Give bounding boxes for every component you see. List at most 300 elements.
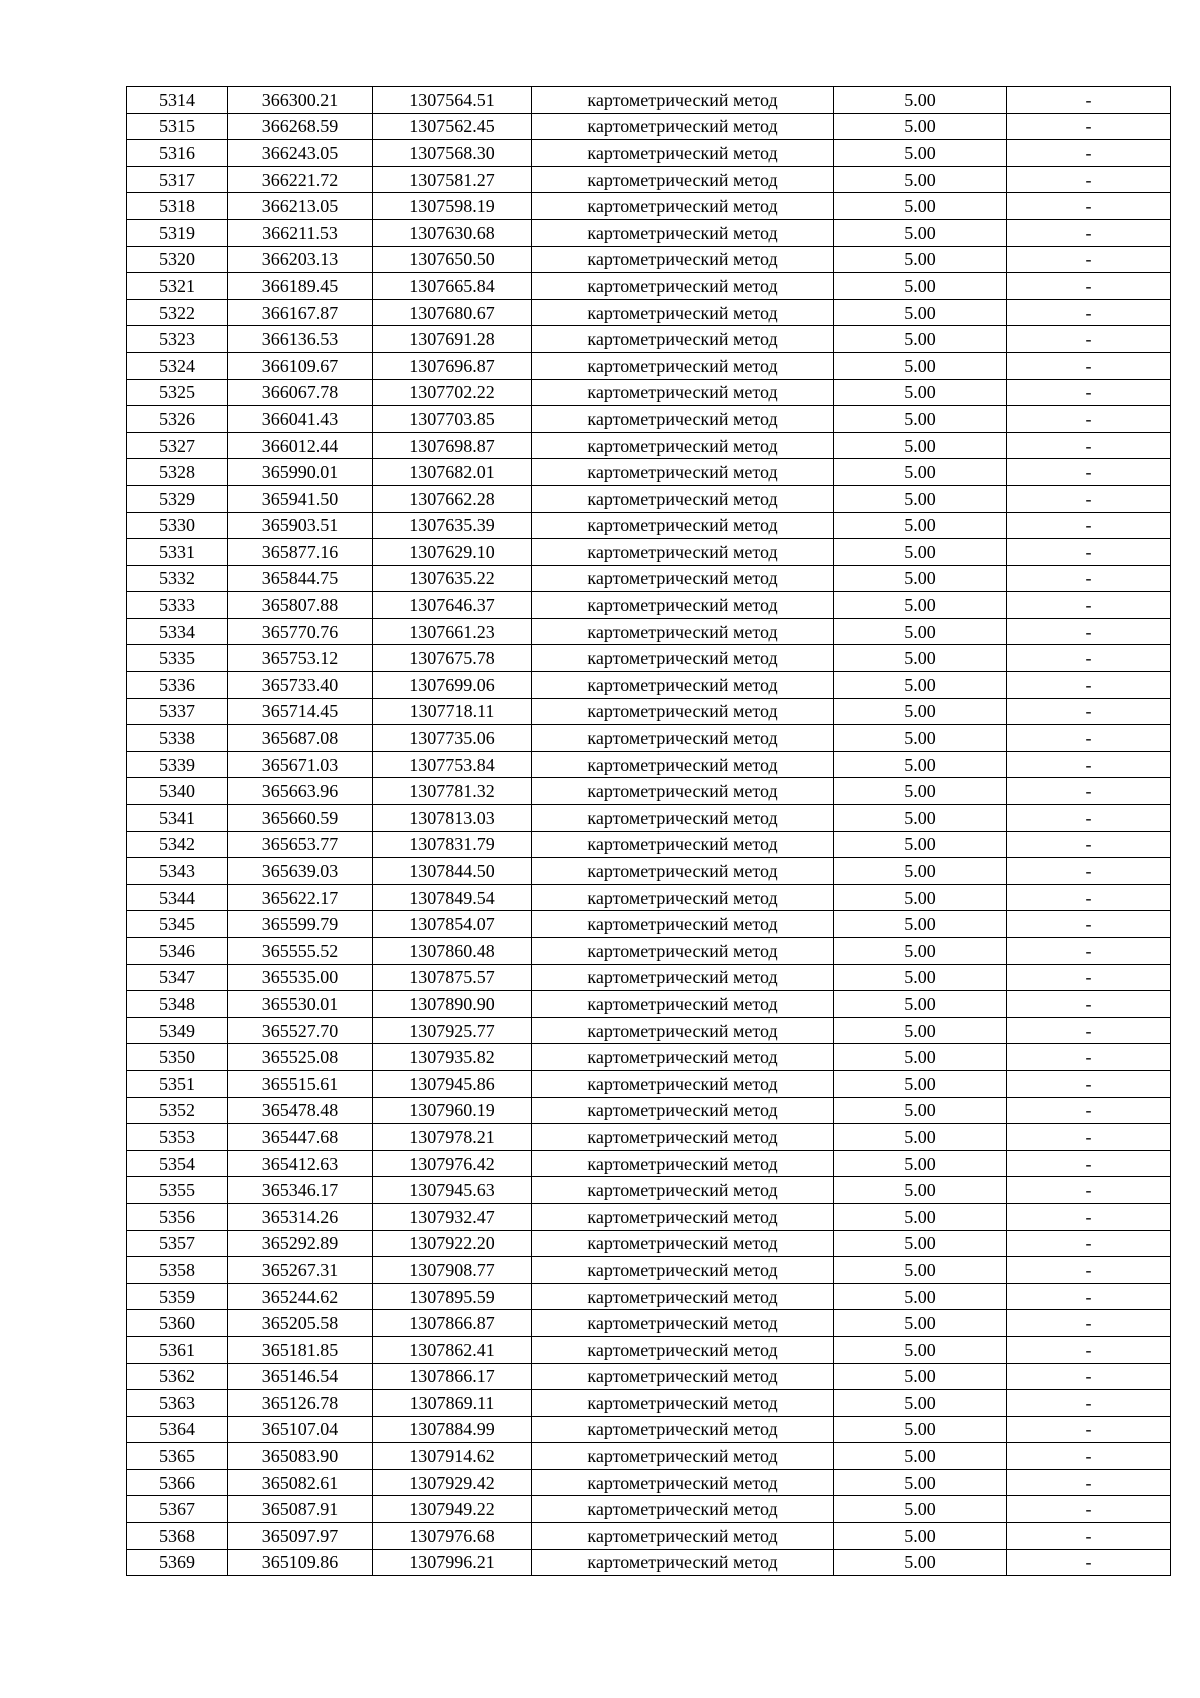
table-row [127,406,1171,433]
note-cell: - [1007,326,1171,353]
method-cell: картометрический метод [532,1177,834,1204]
table-row [127,725,1171,752]
accuracy-cell: 5.00 [834,618,1007,645]
point-number-cell: 5344 [127,884,228,911]
note-cell: - [1007,539,1171,566]
table-row [127,1124,1171,1151]
point-number-cell: 5343 [127,858,228,885]
accuracy-cell: 5.00 [834,991,1007,1018]
accuracy-cell: 5.00 [834,1044,1007,1071]
x-coordinate-cell: 365267.31 [228,1257,373,1284]
note-cell: - [1007,805,1171,832]
table-row [127,485,1171,512]
method-cell: картометрический метод [532,1523,834,1550]
accuracy-cell: 5.00 [834,1443,1007,1470]
x-coordinate-cell: 366012.44 [228,432,373,459]
note-cell: - [1007,1363,1171,1390]
table-row [127,273,1171,300]
point-number-cell: 5320 [127,246,228,273]
method-cell: картометрический метод [532,725,834,752]
method-cell: картометрический метод [532,219,834,246]
note-cell: - [1007,884,1171,911]
point-number-cell: 5350 [127,1044,228,1071]
point-number-cell: 5318 [127,193,228,220]
table-row [127,1097,1171,1124]
accuracy-cell: 5.00 [834,1416,1007,1443]
note-cell: - [1007,911,1171,938]
table-row [127,698,1171,725]
method-cell: картометрический метод [532,539,834,566]
method-cell: картометрический метод [532,379,834,406]
accuracy-cell: 5.00 [834,273,1007,300]
point-number-cell: 5329 [127,485,228,512]
y-coordinate-cell: 1307908.77 [373,1257,532,1284]
note-cell: - [1007,1203,1171,1230]
point-number-cell: 5341 [127,805,228,832]
note-cell: - [1007,1416,1171,1443]
method-cell: картометрический метод [532,1124,834,1151]
x-coordinate-cell: 366243.05 [228,140,373,167]
point-number-cell: 5363 [127,1390,228,1417]
method-cell: картометрический метод [532,618,834,645]
note-cell: - [1007,406,1171,433]
x-coordinate-cell: 365412.63 [228,1150,373,1177]
table-row [127,858,1171,885]
accuracy-cell: 5.00 [834,831,1007,858]
point-number-cell: 5317 [127,166,228,193]
method-cell: картометрический метод [532,672,834,699]
accuracy-cell: 5.00 [834,1496,1007,1523]
x-coordinate-cell: 365753.12 [228,645,373,672]
note-cell: - [1007,113,1171,140]
note-cell: - [1007,645,1171,672]
y-coordinate-cell: 1307562.45 [373,113,532,140]
x-coordinate-cell: 365447.68 [228,1124,373,1151]
point-number-cell: 5321 [127,273,228,300]
table-row [127,1336,1171,1363]
y-coordinate-cell: 1307960.19 [373,1097,532,1124]
accuracy-cell: 5.00 [834,1230,1007,1257]
y-coordinate-cell: 1307598.19 [373,193,532,220]
y-coordinate-cell: 1307696.87 [373,352,532,379]
table-row [127,140,1171,167]
table-row [127,831,1171,858]
point-number-cell: 5356 [127,1203,228,1230]
note-cell: - [1007,1310,1171,1337]
y-coordinate-cell: 1307665.84 [373,273,532,300]
note-cell: - [1007,964,1171,991]
method-cell: картометрический метод [532,911,834,938]
x-coordinate-cell: 365663.96 [228,778,373,805]
note-cell: - [1007,352,1171,379]
accuracy-cell: 5.00 [834,379,1007,406]
point-number-cell: 5349 [127,1017,228,1044]
method-cell: картометрический метод [532,778,834,805]
accuracy-cell: 5.00 [834,1523,1007,1550]
note-cell: - [1007,273,1171,300]
x-coordinate-cell: 365530.01 [228,991,373,1018]
table-row [127,1177,1171,1204]
method-cell: картометрический метод [532,1469,834,1496]
accuracy-cell: 5.00 [834,485,1007,512]
table-row [127,1363,1171,1390]
note-cell: - [1007,193,1171,220]
y-coordinate-cell: 1307875.57 [373,964,532,991]
x-coordinate-cell: 365660.59 [228,805,373,832]
y-coordinate-cell: 1307932.47 [373,1203,532,1230]
point-number-cell: 5364 [127,1416,228,1443]
x-coordinate-cell: 365346.17 [228,1177,373,1204]
y-coordinate-cell: 1307976.68 [373,1523,532,1550]
note-cell: - [1007,140,1171,167]
x-coordinate-cell: 365478.48 [228,1097,373,1124]
note-cell: - [1007,485,1171,512]
note-cell: - [1007,166,1171,193]
y-coordinate-cell: 1307949.22 [373,1496,532,1523]
x-coordinate-cell: 365527.70 [228,1017,373,1044]
y-coordinate-cell: 1307996.21 [373,1549,532,1576]
table-row [127,751,1171,778]
point-number-cell: 5358 [127,1257,228,1284]
table-row [127,512,1171,539]
x-coordinate-cell: 366109.67 [228,352,373,379]
coordinates-table [126,86,1171,1576]
y-coordinate-cell: 1307895.59 [373,1283,532,1310]
x-coordinate-cell: 365515.61 [228,1070,373,1097]
accuracy-cell: 5.00 [834,539,1007,566]
method-cell: картометрический метод [532,193,834,220]
y-coordinate-cell: 1307925.77 [373,1017,532,1044]
point-number-cell: 5347 [127,964,228,991]
point-number-cell: 5366 [127,1469,228,1496]
accuracy-cell: 5.00 [834,1017,1007,1044]
point-number-cell: 5361 [127,1336,228,1363]
accuracy-cell: 5.00 [834,246,1007,273]
note-cell: - [1007,831,1171,858]
y-coordinate-cell: 1307650.50 [373,246,532,273]
point-number-cell: 5336 [127,672,228,699]
accuracy-cell: 5.00 [834,778,1007,805]
x-coordinate-cell: 365097.97 [228,1523,373,1550]
method-cell: картометрический метод [532,1390,834,1417]
x-coordinate-cell: 365733.40 [228,672,373,699]
table-row [127,1044,1171,1071]
accuracy-cell: 5.00 [834,592,1007,619]
note-cell: - [1007,725,1171,752]
x-coordinate-cell: 365877.16 [228,539,373,566]
table-body [127,87,1171,1576]
method-cell: картометрический метод [532,166,834,193]
y-coordinate-cell: 1307630.68 [373,219,532,246]
table-row [127,87,1171,114]
y-coordinate-cell: 1307945.86 [373,1070,532,1097]
y-coordinate-cell: 1307564.51 [373,87,532,114]
point-number-cell: 5367 [127,1496,228,1523]
point-number-cell: 5357 [127,1230,228,1257]
accuracy-cell: 5.00 [834,725,1007,752]
table-row [127,1443,1171,1470]
y-coordinate-cell: 1307635.22 [373,565,532,592]
method-cell: картометрический метод [532,406,834,433]
note-cell: - [1007,778,1171,805]
y-coordinate-cell: 1307646.37 [373,592,532,619]
accuracy-cell: 5.00 [834,805,1007,832]
y-coordinate-cell: 1307698.87 [373,432,532,459]
x-coordinate-cell: 365671.03 [228,751,373,778]
y-coordinate-cell: 1307735.06 [373,725,532,752]
note-cell: - [1007,1283,1171,1310]
x-coordinate-cell: 365146.54 [228,1363,373,1390]
method-cell: картометрический метод [532,352,834,379]
point-number-cell: 5333 [127,592,228,619]
y-coordinate-cell: 1307703.85 [373,406,532,433]
accuracy-cell: 5.00 [834,87,1007,114]
x-coordinate-cell: 365109.86 [228,1549,373,1576]
y-coordinate-cell: 1307699.06 [373,672,532,699]
x-coordinate-cell: 365844.75 [228,565,373,592]
accuracy-cell: 5.00 [834,1310,1007,1337]
accuracy-cell: 5.00 [834,1390,1007,1417]
point-number-cell: 5315 [127,113,228,140]
note-cell: - [1007,1017,1171,1044]
x-coordinate-cell: 365525.08 [228,1044,373,1071]
point-number-cell: 5332 [127,565,228,592]
table-row [127,618,1171,645]
x-coordinate-cell: 366213.05 [228,193,373,220]
table-row [127,246,1171,273]
table-row [127,672,1171,699]
accuracy-cell: 5.00 [834,406,1007,433]
accuracy-cell: 5.00 [834,698,1007,725]
y-coordinate-cell: 1307866.17 [373,1363,532,1390]
point-number-cell: 5334 [127,618,228,645]
x-coordinate-cell: 365181.85 [228,1336,373,1363]
point-number-cell: 5348 [127,991,228,1018]
method-cell: картометрический метод [532,1257,834,1284]
x-coordinate-cell: 365082.61 [228,1469,373,1496]
y-coordinate-cell: 1307813.03 [373,805,532,832]
accuracy-cell: 5.00 [834,964,1007,991]
accuracy-cell: 5.00 [834,645,1007,672]
y-coordinate-cell: 1307691.28 [373,326,532,353]
y-coordinate-cell: 1307702.22 [373,379,532,406]
y-coordinate-cell: 1307929.42 [373,1469,532,1496]
table-row [127,565,1171,592]
point-number-cell: 5325 [127,379,228,406]
y-coordinate-cell: 1307890.90 [373,991,532,1018]
table-row [127,193,1171,220]
note-cell: - [1007,299,1171,326]
y-coordinate-cell: 1307854.07 [373,911,532,938]
x-coordinate-cell: 366189.45 [228,273,373,300]
point-number-cell: 5319 [127,219,228,246]
table-row [127,1310,1171,1337]
note-cell: - [1007,858,1171,885]
accuracy-cell: 5.00 [834,1150,1007,1177]
y-coordinate-cell: 1307662.28 [373,485,532,512]
method-cell: картометрический метод [532,113,834,140]
method-cell: картометрический метод [532,326,834,353]
method-cell: картометрический метод [532,1097,834,1124]
table-row [127,778,1171,805]
point-number-cell: 5365 [127,1443,228,1470]
y-coordinate-cell: 1307675.78 [373,645,532,672]
note-cell: - [1007,379,1171,406]
x-coordinate-cell: 365990.01 [228,459,373,486]
point-number-cell: 5322 [127,299,228,326]
x-coordinate-cell: 365653.77 [228,831,373,858]
accuracy-cell: 5.00 [834,1124,1007,1151]
point-number-cell: 5340 [127,778,228,805]
x-coordinate-cell: 365555.52 [228,938,373,965]
y-coordinate-cell: 1307661.23 [373,618,532,645]
accuracy-cell: 5.00 [834,166,1007,193]
x-coordinate-cell: 365903.51 [228,512,373,539]
note-cell: - [1007,246,1171,273]
accuracy-cell: 5.00 [834,1469,1007,1496]
method-cell: картометрический метод [532,512,834,539]
note-cell: - [1007,565,1171,592]
accuracy-cell: 5.00 [834,1549,1007,1576]
method-cell: картометрический метод [532,1230,834,1257]
note-cell: - [1007,751,1171,778]
x-coordinate-cell: 366221.72 [228,166,373,193]
point-number-cell: 5330 [127,512,228,539]
table-row [127,1070,1171,1097]
method-cell: картометрический метод [532,858,834,885]
note-cell: - [1007,1257,1171,1284]
note-cell: - [1007,1150,1171,1177]
x-coordinate-cell: 365314.26 [228,1203,373,1230]
y-coordinate-cell: 1307922.20 [373,1230,532,1257]
table-row [127,1203,1171,1230]
y-coordinate-cell: 1307862.41 [373,1336,532,1363]
point-number-cell: 5359 [127,1283,228,1310]
accuracy-cell: 5.00 [834,193,1007,220]
point-number-cell: 5351 [127,1070,228,1097]
point-number-cell: 5324 [127,352,228,379]
table-row [127,299,1171,326]
method-cell: картометрический метод [532,1203,834,1230]
accuracy-cell: 5.00 [834,1336,1007,1363]
accuracy-cell: 5.00 [834,432,1007,459]
method-cell: картометрический метод [532,432,834,459]
note-cell: - [1007,1097,1171,1124]
table-row [127,326,1171,353]
note-cell: - [1007,1469,1171,1496]
y-coordinate-cell: 1307629.10 [373,539,532,566]
note-cell: - [1007,1336,1171,1363]
table-row [127,964,1171,991]
y-coordinate-cell: 1307869.11 [373,1390,532,1417]
x-coordinate-cell: 366041.43 [228,406,373,433]
accuracy-cell: 5.00 [834,1097,1007,1124]
note-cell: - [1007,87,1171,114]
table-row [127,459,1171,486]
method-cell: картометрический метод [532,1336,834,1363]
point-number-cell: 5337 [127,698,228,725]
method-cell: картометрический метод [532,1496,834,1523]
note-cell: - [1007,592,1171,619]
point-number-cell: 5323 [127,326,228,353]
point-number-cell: 5316 [127,140,228,167]
accuracy-cell: 5.00 [834,1283,1007,1310]
x-coordinate-cell: 365941.50 [228,485,373,512]
table-row [127,884,1171,911]
point-number-cell: 5354 [127,1150,228,1177]
y-coordinate-cell: 1307914.62 [373,1443,532,1470]
accuracy-cell: 5.00 [834,884,1007,911]
accuracy-cell: 5.00 [834,113,1007,140]
method-cell: картометрический метод [532,592,834,619]
table-row [127,113,1171,140]
x-coordinate-cell: 366167.87 [228,299,373,326]
table-row [127,645,1171,672]
point-number-cell: 5342 [127,831,228,858]
accuracy-cell: 5.00 [834,1203,1007,1230]
table-row [127,166,1171,193]
note-cell: - [1007,672,1171,699]
note-cell: - [1007,938,1171,965]
accuracy-cell: 5.00 [834,1177,1007,1204]
point-number-cell: 5346 [127,938,228,965]
table-row [127,1150,1171,1177]
x-coordinate-cell: 365599.79 [228,911,373,938]
point-number-cell: 5369 [127,1549,228,1576]
x-coordinate-cell: 365292.89 [228,1230,373,1257]
method-cell: картометрический метод [532,645,834,672]
table-row [127,1496,1171,1523]
y-coordinate-cell: 1307568.30 [373,140,532,167]
table-row [127,352,1171,379]
y-coordinate-cell: 1307781.32 [373,778,532,805]
x-coordinate-cell: 366136.53 [228,326,373,353]
note-cell: - [1007,618,1171,645]
note-cell: - [1007,1390,1171,1417]
note-cell: - [1007,512,1171,539]
point-number-cell: 5339 [127,751,228,778]
point-number-cell: 5338 [127,725,228,752]
method-cell: картометрический метод [532,459,834,486]
point-number-cell: 5314 [127,87,228,114]
note-cell: - [1007,1124,1171,1151]
y-coordinate-cell: 1307718.11 [373,698,532,725]
method-cell: картометрический метод [532,246,834,273]
method-cell: картометрический метод [532,1549,834,1576]
x-coordinate-cell: 365622.17 [228,884,373,911]
accuracy-cell: 5.00 [834,1070,1007,1097]
y-coordinate-cell: 1307849.54 [373,884,532,911]
accuracy-cell: 5.00 [834,911,1007,938]
y-coordinate-cell: 1307831.79 [373,831,532,858]
point-number-cell: 5355 [127,1177,228,1204]
method-cell: картометрический метод [532,1283,834,1310]
method-cell: картометрический метод [532,1443,834,1470]
method-cell: картометрический метод [532,698,834,725]
accuracy-cell: 5.00 [834,459,1007,486]
note-cell: - [1007,459,1171,486]
method-cell: картометрический метод [532,884,834,911]
y-coordinate-cell: 1307860.48 [373,938,532,965]
accuracy-cell: 5.00 [834,672,1007,699]
method-cell: картометрический метод [532,87,834,114]
y-coordinate-cell: 1307581.27 [373,166,532,193]
y-coordinate-cell: 1307976.42 [373,1150,532,1177]
point-number-cell: 5352 [127,1097,228,1124]
method-cell: картометрический метод [532,1310,834,1337]
point-number-cell: 5328 [127,459,228,486]
x-coordinate-cell: 365244.62 [228,1283,373,1310]
